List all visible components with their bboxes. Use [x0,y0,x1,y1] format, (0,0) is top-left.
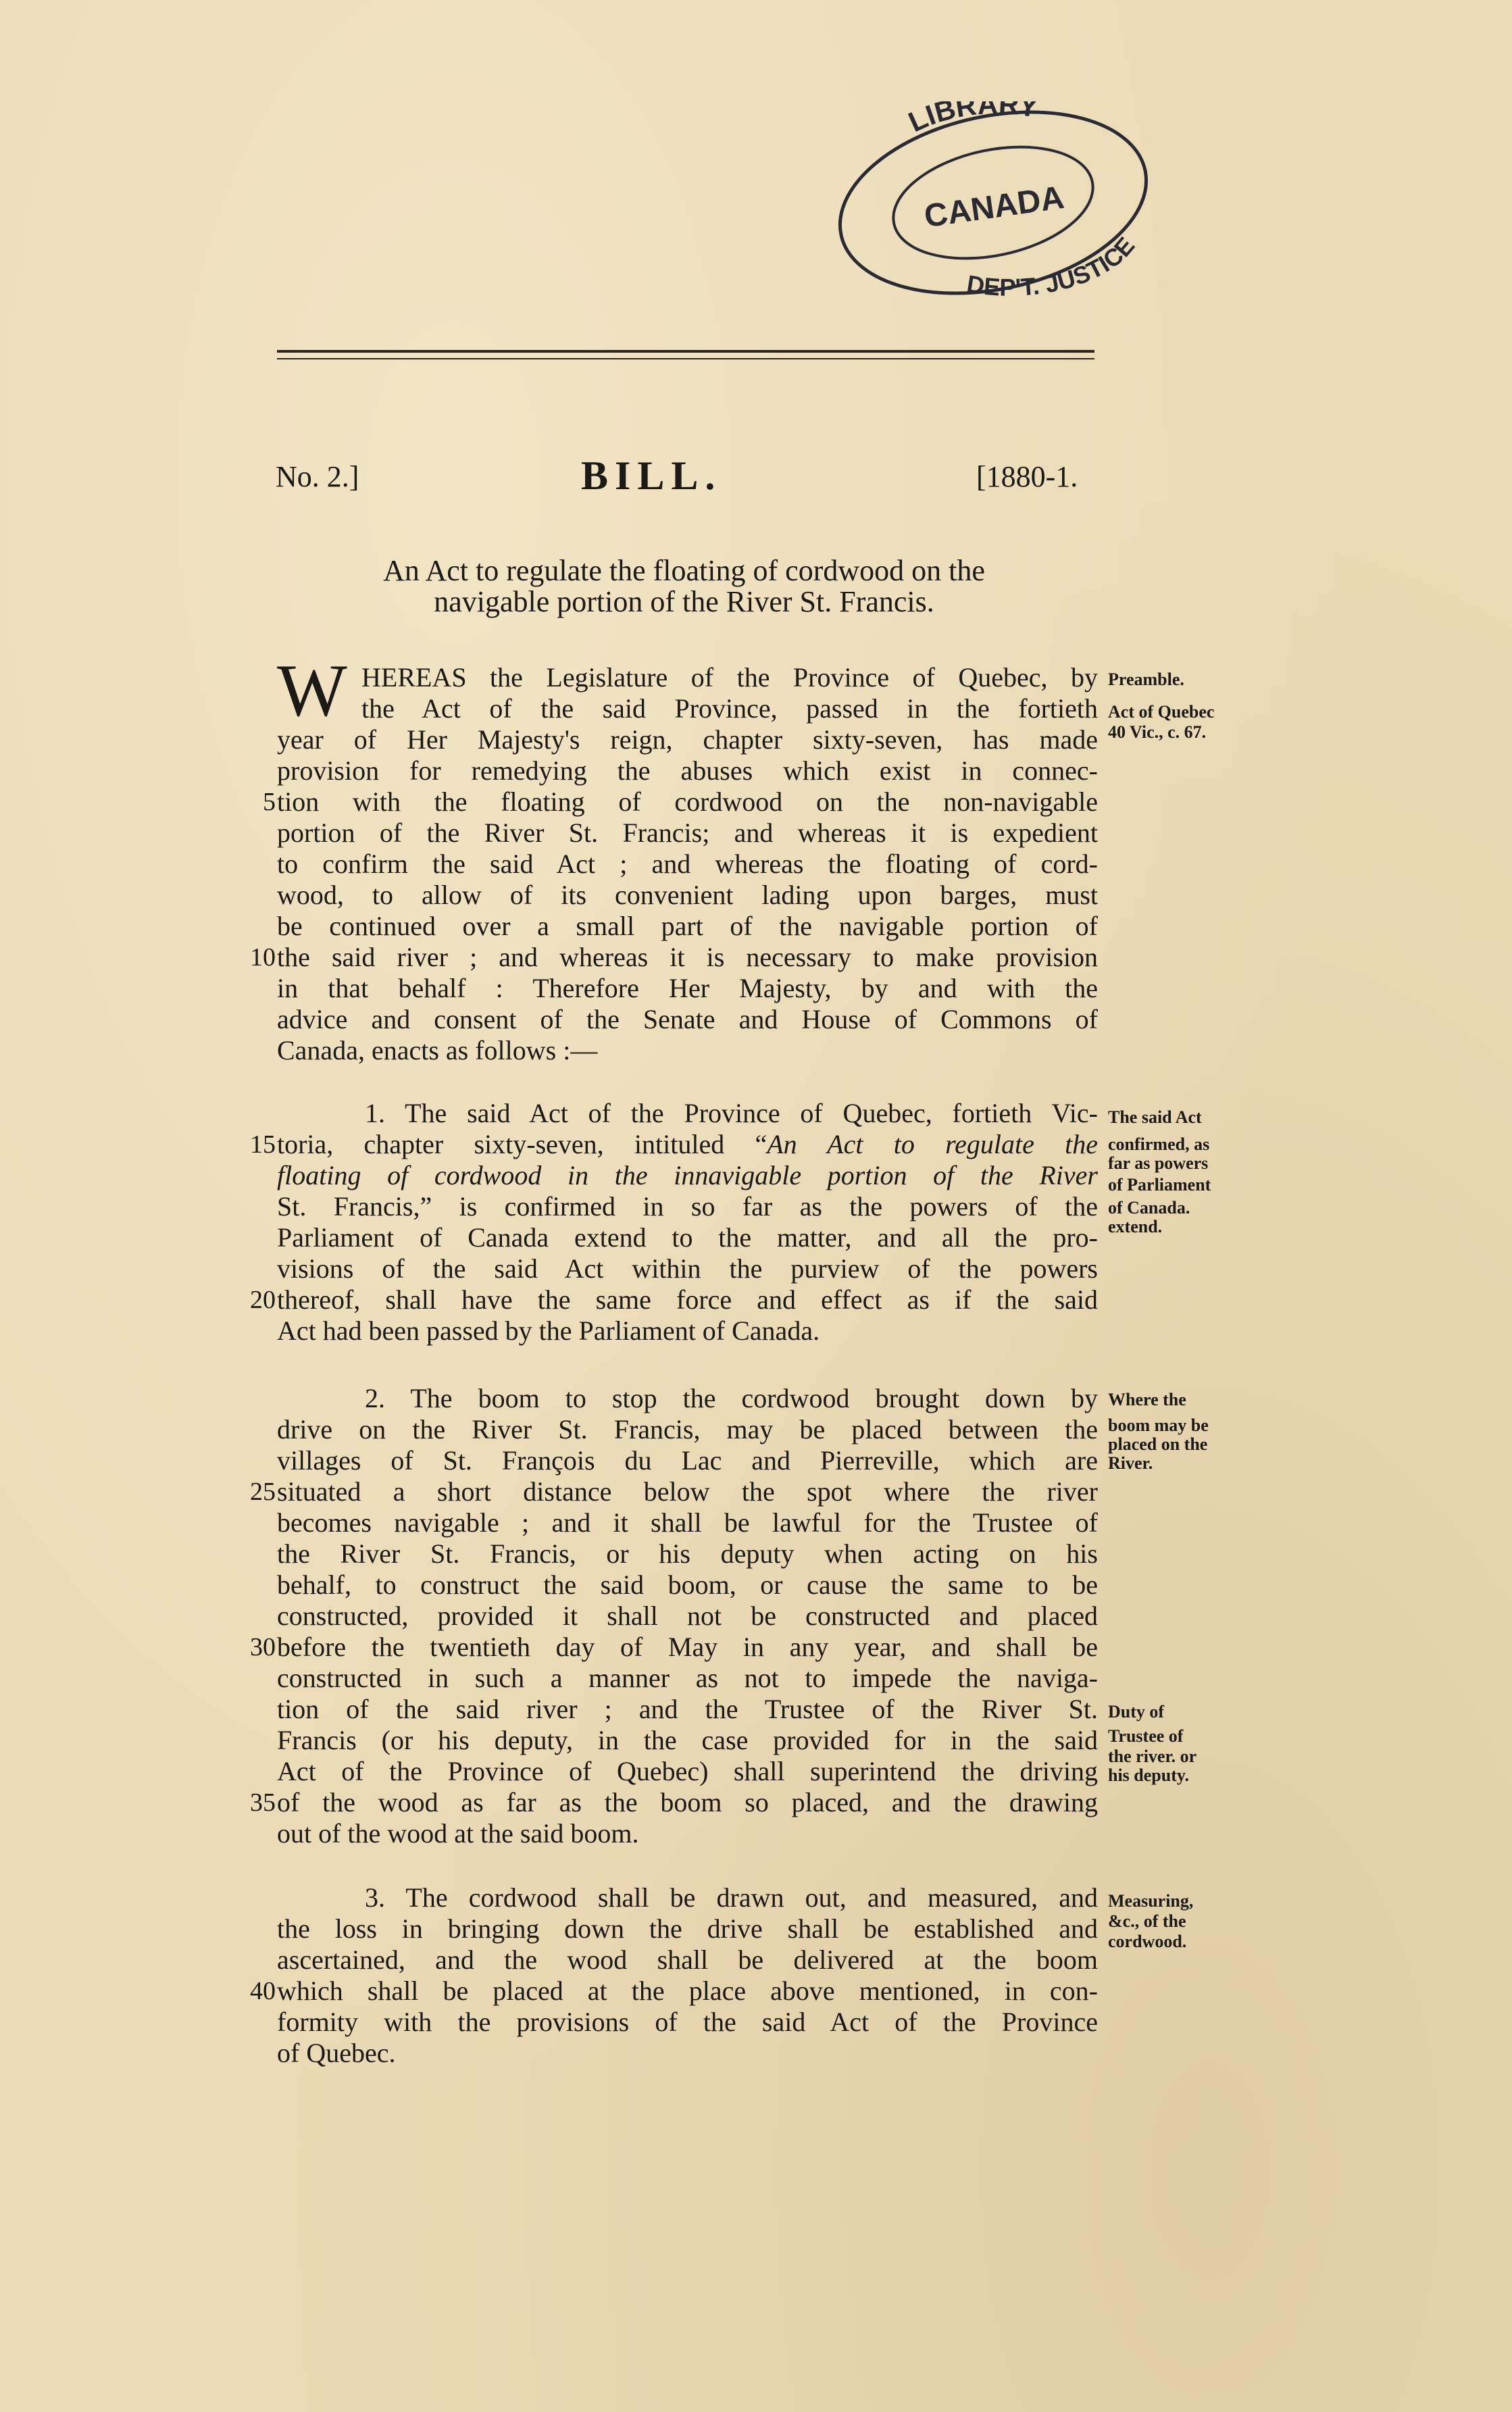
text-line: drive on the River St. Francis, may be placed between the [277,1414,1098,1444]
line-number: 35 [250,1788,276,1817]
line-number: 10 [250,943,276,972]
text-line [277,1129,1098,1160]
text-line: in that behalf : Therefore Her Majesty, by and with the [277,973,1098,1003]
text-line: 2. The boom to stop the cordwood brought down by [365,1383,1098,1413]
line-number: 20 [250,1286,276,1314]
text-line: which shall be placed at the place above mentioned, in con- [277,1976,1098,2006]
line-number: 25 [250,1478,276,1506]
marginal-note: Duty of [1108,1702,1165,1722]
stamp-top-text: LIBRARY [903,101,1040,139]
text-line: thereof, shall have the same force and effect as if the said [277,1284,1098,1315]
text-line: 1. The said Act of the Province of Quebec, fortieth Vic- [365,1098,1098,1128]
marginal-note: far as powers [1108,1153,1209,1173]
text-line: behalf, to construct the said boom, or cause the same to be [277,1569,1098,1600]
marginal-note: Where the [1108,1390,1186,1409]
marginal-note: confirmed, as [1108,1134,1210,1154]
bill-number: No. 2.] [276,460,359,493]
marginal-note: Act of Quebec [1108,702,1215,722]
text-line: the Act of the said Province, passed in the fortieth [361,693,1098,724]
text-line: be continued over a small part of the navigable portion of [277,911,1098,941]
drop-cap: W [277,649,347,732]
text-line: to confirm the said Act ; and whereas the floating of cord- [277,849,1098,879]
act-title-line: An Act to regulate the floating of cordwood on the [383,554,985,587]
line-number: 30 [250,1633,276,1661]
act-title-line: navigable portion of the River St. Francis. [434,585,934,618]
marginal-note: River. [1108,1453,1153,1473]
marginal-note: of Parliament [1108,1175,1211,1195]
text-line: floating of cordwood in the innavigable portion of the River [277,1160,1098,1190]
marginal-note: boom may be [1108,1415,1209,1435]
line-number: 15 [250,1130,276,1159]
text-line: wood, to allow of its convenient lading upon barges, must [277,880,1098,910]
text-line: of Quebec. [277,2038,396,2068]
marginal-note: extend. [1108,1217,1163,1236]
text-line: year of Her Majesty's reign, chapter sixty-seven, has made [277,724,1098,755]
text-line: portion of the River St. Francis; and whereas it is expedient [277,818,1098,848]
header-rule-thin [277,358,1094,359]
marginal-note: his deputy. [1108,1765,1189,1785]
marginal-note: The said Act [1108,1107,1202,1127]
header-rule-thick [277,350,1094,353]
marginal-note: cordwood. [1108,1932,1187,1951]
text-line: HEREAS the Legislature of the Province of Quebec, by [361,662,1098,693]
text-line: constructed in such a manner as not to impede the naviga- [277,1663,1098,1693]
marginal-note: Trustee of [1108,1726,1184,1746]
marginal-note: Measuring, [1108,1891,1194,1911]
text-line: provision for remedying the abuses which exist in connec- [277,755,1098,786]
text-line: Act of the Province of Quebec) shall superintend the driving [277,1756,1098,1786]
text-line: constructed, provided it shall not be constructed and placed [277,1601,1098,1631]
text-line: out of the wood at the said boom. [277,1818,639,1849]
line-number: 40 [250,1977,276,2005]
text-line: Act had been passed by the Parliament of Canada. [277,1315,820,1346]
marginal-note: 40 Vic., c. 67. [1108,722,1207,742]
text-line: Francis (or his deputy, in the case provided for in the said [277,1725,1098,1755]
text-line: situated a short distance below the spot where the river [277,1476,1098,1507]
stamp-graphic [817,101,1169,304]
marginal-note: &c., of the [1108,1911,1186,1931]
text-line: before the twentieth day of May in any year, and shall be [277,1632,1098,1662]
marginal-note: the river. or [1108,1747,1197,1766]
text-line: the loss in bringing down the drive shall be established and [277,1913,1098,1944]
marginal-note: placed on the [1108,1434,1208,1454]
text-line: Parliament of Canada extend to the matter, and all the pro- [277,1222,1098,1253]
text-span: toria, chapter sixty-seven, intituled “ [277,1129,767,1159]
text-line: the said river ; and whereas it is necessary to make provision [277,942,1098,972]
text-line: St. Francis,” is confirmed in so far as the powers of the [277,1191,1098,1222]
line-number: 5 [263,788,276,816]
act-title [274,555,1094,618]
bill-title: BILL. [581,453,722,498]
library-stamp [817,101,1169,304]
text-line: formity with the provisions of the said Act of the Province [277,2007,1098,2037]
text-line: visions of the said Act within the purview of the powers [277,1253,1098,1284]
text-line: becomes navigable ; and it shall be lawful for the Trustee of [277,1507,1098,1538]
text-line: ascertained, and the wood shall be delivered at the boom [277,1944,1098,1975]
text-line: tion with the floating of cordwood on the non-navigable [277,786,1098,817]
italic-title: An Act to regulate the [767,1129,1098,1159]
stamp-bottom-text: DEP'T. JUSTICE [965,231,1140,301]
marginal-note: Preamble. [1108,670,1184,689]
text-line: advice and consent of the Senate and House of Commons of [277,1004,1098,1034]
text-line: Canada, enacts as follows :— [277,1035,598,1065]
marginal-note: of Canada. [1108,1198,1190,1217]
text-line: tion of the said river ; and the Trustee of the River St. [277,1694,1098,1724]
text-line: villages of St. François du Lac and Pierreville, which are [277,1445,1098,1476]
text-line: 3. The cordwood shall be drawn out, and measured, and [365,1882,1098,1913]
bill-session: [1880-1. [976,460,1078,493]
text-line: of the wood as far as the boom so placed, and the drawing [277,1787,1098,1817]
text-line: the River St. Francis, or his deputy when acting on his [277,1538,1098,1569]
stamp-center-text: CANADA [922,179,1067,235]
